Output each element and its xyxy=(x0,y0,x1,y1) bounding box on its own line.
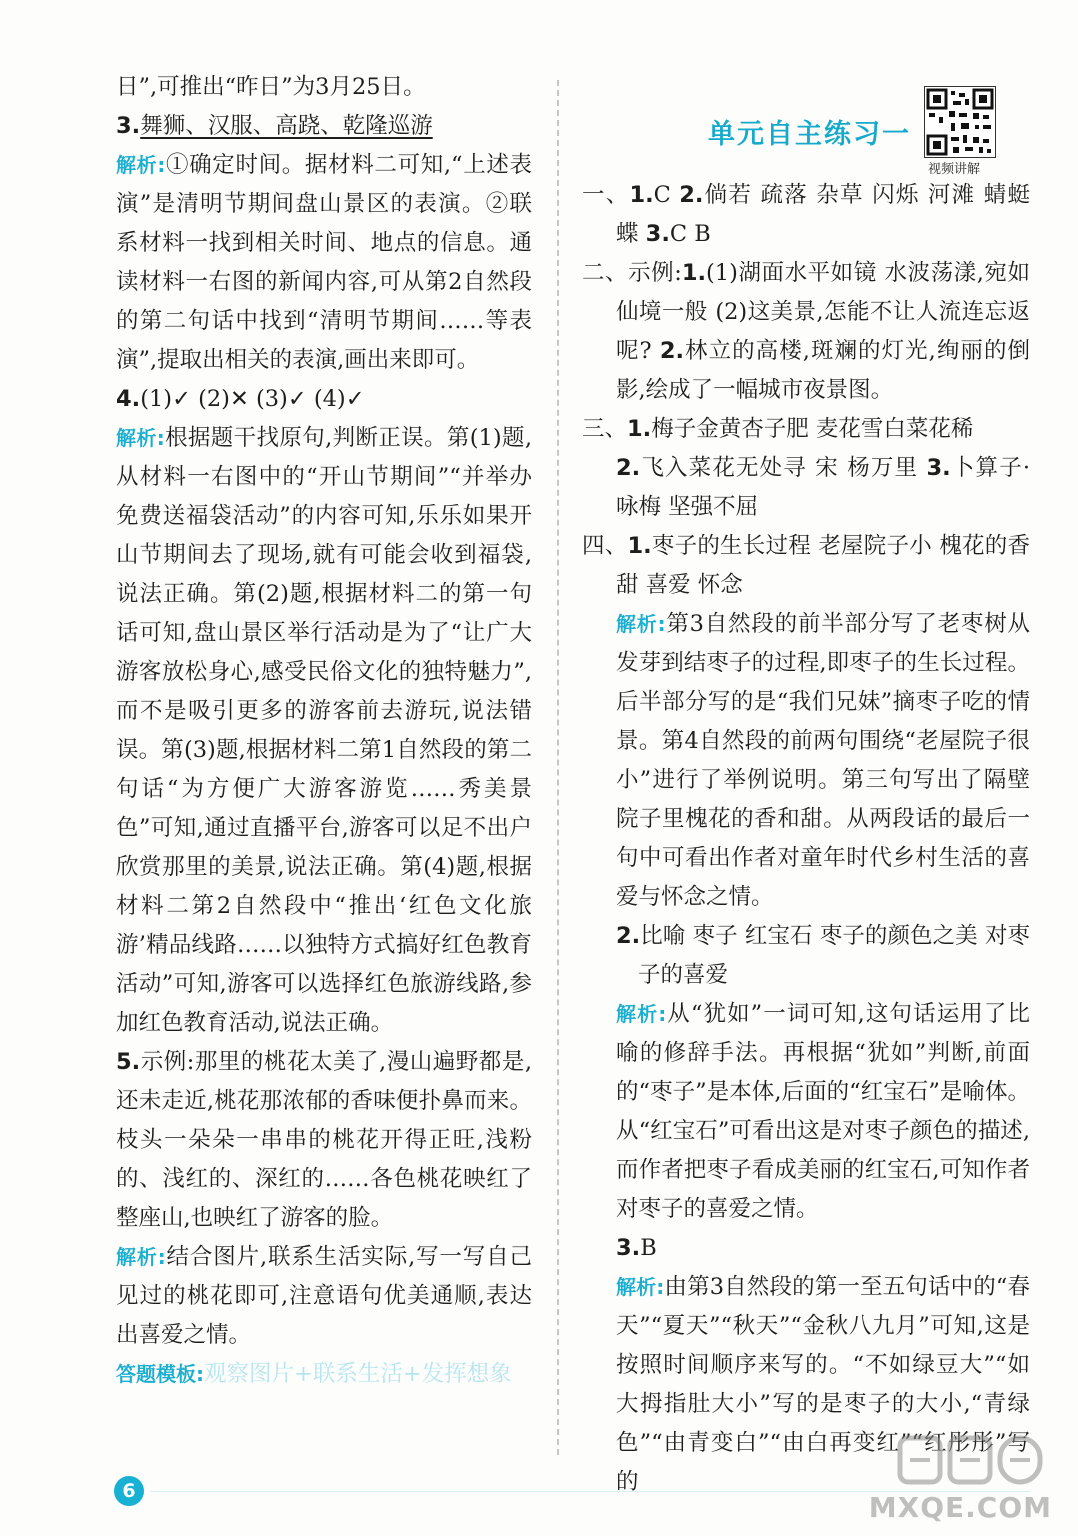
template-text: 观察图片+联系生活+发挥想象 xyxy=(204,1361,512,1387)
q5-answer: 示例:那里的桃花太美了,漫山遍野都是,还未走近,桃花那浓郁的香味便扑鼻而来。枝头一朵朵一串串的桃花开得正旺,浅粉的、浅红的、深红的……各色桃花映红了整座山,也映红了游客的脸。 xyxy=(116,1049,532,1231)
s1-q2-answer: 倘若 疏落 杂草 闪烁 河滩 xyxy=(703,182,976,208)
s1-q2-number: 2. xyxy=(679,182,704,208)
analysis-label: 解析: xyxy=(116,426,165,450)
q4-number: 4. xyxy=(116,386,141,412)
s3-q2-answer: 飞入菜花无处寻 宋 杨万里 xyxy=(640,455,919,481)
watermark-logo-icon xyxy=(896,1432,1046,1492)
section-4-number: 四、 xyxy=(582,533,628,559)
unit-practice-title: 单元自主练习一 xyxy=(708,119,911,150)
section-1-number: 一、 xyxy=(582,182,630,208)
analysis-label: 解析: xyxy=(116,153,166,177)
q4-answer-line xyxy=(116,380,532,419)
s1-q2-answer-cont: 蜻蜓 蝶 xyxy=(616,182,1030,247)
section-4 xyxy=(582,527,1030,605)
s4-q3-number: 3. xyxy=(616,1235,641,1261)
q5-number: 5. xyxy=(116,1049,141,1075)
q3-analysis-text: ①确定时间。据材料二可知,“上述表演”是清明节期间盘山景区的表演。②联系材料一找到相关时间、地点的信息。通读材料一右图的新闻内容,可从第2自然段的第二句话中找到“清明节期间……等表演”,提取出相关的表演,画出来即可。 xyxy=(116,152,533,373)
analysis-label: 解析: xyxy=(616,1275,665,1299)
s4-q1-answer: 枣子的生长过程 老屋院子小 槐花的香甜 喜爱 怀念 xyxy=(616,533,1030,598)
right-column xyxy=(582,176,1030,1502)
s3-q3-number: 3. xyxy=(926,455,951,481)
column-divider xyxy=(557,80,559,1455)
s2-q1-answer: (1)湖面水平如镜 水波荡漾,宛如仙境一般 (2)这美景,怎能不让人流连忘返呢? xyxy=(616,260,1030,364)
analysis-label: 解析: xyxy=(616,612,666,636)
q3-analysis xyxy=(116,146,532,380)
s2-q2-answer: 林立的高楼,斑斓的灯光,绚丽的倒影,绘成了一幅城市夜景图。 xyxy=(616,338,1030,403)
s4-q2-analysis-text: 从“犹如”一词可知,这句话运用了比喻的修辞手法。再根据“犹如”判断,前面的“枣子”是本体,后面的“红宝石”是喻体。从“红宝石”可看出这是对枣子颜色的描述,而作者把枣子看成美丽的红宝石,可知作者对枣子的喜爱之情。 xyxy=(616,1001,1030,1222)
s3-q1-number: 1. xyxy=(627,416,652,442)
q4-answer: (1)✓ (2)✕ (3)✓ (4)✓ xyxy=(140,386,365,412)
qr-label: 视频讲解 xyxy=(928,162,981,177)
watermark xyxy=(868,1432,1052,1524)
s3-q2-number: 2. xyxy=(616,455,641,481)
s4-q1-number: 1. xyxy=(627,533,652,559)
qr-code-icon[interactable] xyxy=(924,86,996,158)
s2-q1-number: 1. xyxy=(681,260,707,286)
q3-answer-line xyxy=(116,107,532,146)
section-2 xyxy=(582,254,1030,410)
section-3-number: 三、 xyxy=(582,416,628,442)
s3-q3-answer: 卜算子·咏梅 坚强不屈 xyxy=(616,455,1030,520)
s4-q3-analysis-text: 由第3自然段的第一至五句话中的“春天”“夏天”“秋天”“金秋八九月”可知,这是按照时间顺序来写的。“不如绿豆大”“如大拇指肚大小”写的是枣子的大小,“青绿色”“由青变白”“由白再变红”“红彤彤”写的 xyxy=(616,1274,1030,1495)
s1-q3-number: 3. xyxy=(645,221,670,247)
s4-q1-analysis-text: 第3自然段的前半部分写了老枣树从发芽到结枣子的过程,即枣子的生长过程。后半部分写的是“我们兄妹”摘枣子吃的情景。第4自然段的前两句围绕“老屋院子很小”进行了举例说明。第三句写出了隔壁院子里槐花的香和甜。从两段话的最后一句中可看出作者对童年时代乡村生活的喜爱与怀念之情。 xyxy=(616,611,1030,910)
q5-answer-line xyxy=(116,1043,532,1238)
analysis-label: 解析: xyxy=(116,1245,166,1269)
s4-q2-analysis xyxy=(582,995,1030,1229)
s2-example-label: 示例: xyxy=(628,260,682,286)
s4-q2-number: 2. xyxy=(616,923,641,949)
left-paragraph-1: 日”,可推出“昨日”为3月25日。 xyxy=(116,74,426,100)
s4-q3-answer: B xyxy=(640,1235,657,1261)
analysis-label: 解析: xyxy=(616,1002,667,1026)
s1-q1-answer: C xyxy=(653,182,671,208)
s4-q2-answer: 比喻 枣子 红宝石 枣子的颜色之美 对枣子的喜爱 xyxy=(638,923,1030,988)
q3-answer: 舞狮、汉服、高跷、乾隆巡游 xyxy=(140,113,433,139)
s1-q1-number: 1. xyxy=(629,182,654,208)
s4-q3 xyxy=(582,1229,1030,1268)
s4-q2 xyxy=(582,917,1030,995)
page-number: 6 xyxy=(114,1476,144,1506)
q3-number: 3. xyxy=(116,113,141,139)
section-2-number: 二、 xyxy=(582,260,629,286)
left-column xyxy=(116,68,532,1394)
s3-q1-answer: 梅子金黄杏子肥 麦花雪白菜花稀 xyxy=(651,416,974,442)
s1-q3-answer: C B xyxy=(669,221,711,247)
q4-analysis xyxy=(116,419,532,1043)
answer-template xyxy=(116,1355,532,1394)
q5-analysis-text: 结合图片,联系生活实际,写一写自己见过的桃花即可,注意语句优美通顺,表达出喜爱之情。 xyxy=(116,1244,532,1348)
watermark-text: MXQE.COM xyxy=(868,1491,1052,1524)
s4-q1-analysis xyxy=(582,605,1030,917)
section-1 xyxy=(582,176,1030,254)
template-label: 答题模板: xyxy=(116,1362,204,1386)
section-3 xyxy=(582,410,1030,527)
s2-q2-number: 2. xyxy=(659,338,685,364)
q4-analysis-text: 根据题干找原句,判断正误。第(1)题,从材料一右图中的“开山节期间”“并举办免费送福袋活动”的内容可知,乐乐如果开山节期间去了现场,就有可能会收到福袋,说法正确。第(2)题,根据材料二的第一句话可知,盘山景区举行活动是为了“让广大游客放松身心,感受民俗文化的独特魅力”,而不是吸引更多的游客前去游玩,说法错误。第(3)题,根据材料二第1自然段的第二句话“为方便广大游客游览……秀美景色”可知,通过直播平台,游客可以足不出户欣赏那里的美景,说法正确。第(4)题,根据材料二第2自然段中“推出‘红色文化旅游’精品线路……以独特方式搞好红色教育活动”可知,游客可以选择红色旅游线路,参加红色教育活动,说法正确。 xyxy=(116,425,532,1036)
q5-analysis xyxy=(116,1238,532,1355)
